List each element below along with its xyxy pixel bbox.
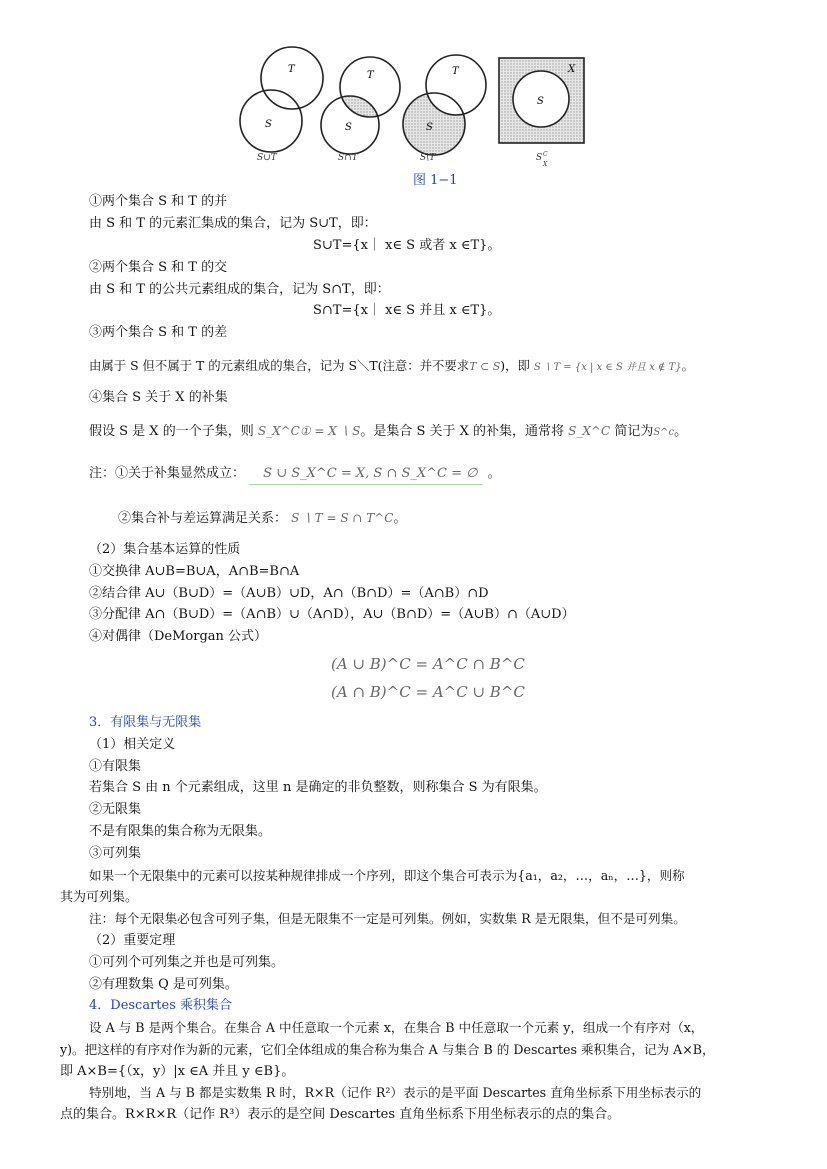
label-t: T xyxy=(367,70,374,81)
complement-text-3: 简记为 xyxy=(614,424,654,439)
subset-formula: T ⊂ S xyxy=(469,360,501,373)
note-text: 注：①关于补集显然成立： xyxy=(89,466,246,481)
item-intersection-heading: ②两个集合 S 和 T 的交 xyxy=(89,260,228,275)
venn-complement xyxy=(499,58,584,143)
infinite-set-definition: 不是有限集的集合称为无限集。 xyxy=(89,824,272,839)
complement-text: 假设 S 是 X 的一个子集，则 xyxy=(89,424,254,439)
demorgan-formula-1: (A ∪ B)^C = A^C ∩ B^C xyxy=(331,655,525,673)
descartes-formula: 即 A×B={（x，y）|x ∈A 并且 y ∈B}。 xyxy=(60,1064,295,1079)
union-formula: S∪T={x｜ x∈ S 或者 x ∈T}。 xyxy=(313,238,501,253)
descartes-definition-2: y)。把这样的有序对作为新的元素，它们全体组成的集合称为集合 A 与集合 B 的 Descartes 乘积集合，记为 A×B， xyxy=(60,1042,715,1057)
countable-set-definition: 如果一个无限集中的元素可以按某种规律排成一个序列，即这个集合可表示为{a₁，a₂，…，aₙ，…}，则称 xyxy=(89,868,685,883)
caption-difference: S\T xyxy=(420,153,436,163)
complement-text-2: 。是集合 S 关于 X 的补集，通常将 xyxy=(360,424,565,439)
union-definition: 由 S 和 T 的元素汇集成的集合，记为 S∪T，即： xyxy=(89,216,377,231)
countable-set-definition-cont: 其为可列集。 xyxy=(60,890,139,905)
caption-complement-sub: X xyxy=(543,161,548,168)
difference-formula: S ∖ T = {x | x ∈ S 并且 x ∉ T} xyxy=(533,362,682,373)
note-text-2: ②集合补与差运算满足关系： xyxy=(118,511,288,526)
period: 。 xyxy=(681,358,695,373)
theorem-1: ①可列个可列集之并也是可列集。 xyxy=(89,955,285,970)
demorgan-formula-2: (A ∩ B)^C = A^C ∪ B^C xyxy=(331,683,525,701)
section-properties: （2）集合基本运算的性质 xyxy=(89,542,241,557)
label-t: T xyxy=(452,66,459,77)
venn-intersection xyxy=(321,57,400,154)
demorgan-law: ④对偶律（DeMorgan 公式） xyxy=(89,629,268,644)
finite-set-heading: ①有限集 xyxy=(89,759,142,774)
figure-title: 图 1−1 xyxy=(413,173,458,188)
complement-short: S^c xyxy=(653,427,675,438)
heading-finite-infinite: 3．有限集与无限集 xyxy=(89,715,202,730)
countable-set-heading: ③可列集 xyxy=(89,846,142,861)
period: 。 xyxy=(674,424,688,439)
caption-intersection: S∩T xyxy=(338,153,358,163)
complement-identities: S ∪ S_X^C = X, S ∩ S_X^C = ∅ xyxy=(249,466,483,485)
note-complement xyxy=(89,465,501,483)
descartes-definition-1: 设 A 与 B 是两个集合。在集合 A 中任意取一个元素 x，在集合 B 中任意取一个元素 y，组成一个有序对（x， xyxy=(89,1020,704,1035)
distributive-law: ③分配律 A∩（B∪D）=（A∩B）∪（A∩D），A∪（B∩D）=（A∪B）∩（A∪D） xyxy=(89,607,575,622)
intersection-definition: 由 S 和 T 的公共元素组成的集合，记为 S∩T，即： xyxy=(89,282,390,297)
associative-law: ②结合律 A∪（B∪D）=（A∪B）∪D，A∩（B∩D）=（A∩B）∩D xyxy=(89,586,489,601)
label-x: X xyxy=(568,64,576,75)
difference-text-2: )，即 xyxy=(500,358,530,373)
finite-set-definition: 若集合 S 由 n 个元素组成，这里 n 是确定的非负整数，则称集合 S 为有限集。 xyxy=(89,780,547,795)
venn-union xyxy=(240,47,323,152)
period: 。 xyxy=(487,466,501,481)
difference-complement-formula: S ∖ T = S ∩ T^C xyxy=(291,511,394,525)
commutative-law: ①交换律 A∪B=B∪A，A∩B=B∩A xyxy=(89,564,300,579)
complement-formula: S_X^C① = X ∖ S xyxy=(257,424,361,438)
note-complement-difference xyxy=(118,509,407,528)
caption-union: S∪T xyxy=(257,153,277,163)
label-s: S xyxy=(345,122,352,133)
descartes-special-2: 点的集合。R×R×R（记作 R³）表示的是空间 Descartes 直角坐标系下用坐标表示的点的集合。 xyxy=(60,1107,621,1122)
countable-note: 注：每个无限集必包含可列子集，但是无限集不一定是可列集。例如，实数集 R 是无限集，但不是可列集。 xyxy=(89,911,686,926)
complement-symbol: S_X^C xyxy=(568,424,611,438)
item-union-heading: ①两个集合 S 和 T 的并 xyxy=(89,194,228,209)
complement-definition xyxy=(89,422,687,442)
item-difference-heading: ③两个集合 S 和 T 的差 xyxy=(89,325,228,340)
infinite-set-heading: ②无限集 xyxy=(89,802,142,817)
caption-complement: S xyxy=(536,153,543,163)
item-complement-heading: ④集合 S 关于 X 的补集 xyxy=(89,390,228,405)
venn-figure xyxy=(0,0,827,175)
difference-text: 由属于 S 但不属于 T 的元素组成的集合，记为 S＼T(注意：并不要求 xyxy=(89,358,470,373)
label-s: S xyxy=(265,119,272,130)
difference-definition xyxy=(89,357,694,377)
intersection-formula: S∩T={x｜ x∈ S 并且 x ∈T}。 xyxy=(313,303,501,318)
heading-descartes: 4．Descartes 乘积集合 xyxy=(89,998,233,1013)
subsection-theorems: （2）重要定理 xyxy=(89,933,176,948)
label-s: S xyxy=(426,122,433,133)
label-s: S xyxy=(537,96,544,107)
period: 。 xyxy=(393,511,407,526)
caption-complement-sup: C xyxy=(543,151,548,158)
theorem-2: ②有理数集 Q 是可列集。 xyxy=(89,977,238,992)
subsection-definitions: （1）相关定义 xyxy=(89,737,176,752)
descartes-special-1: 特别地，当 A 与 B 都是实数集 R 时，R×R（记作 R²）表示的是平面 Descartes 直角坐标系下用坐标表示的 xyxy=(89,1085,702,1100)
label-t: T xyxy=(288,64,295,75)
venn-difference xyxy=(403,55,486,155)
